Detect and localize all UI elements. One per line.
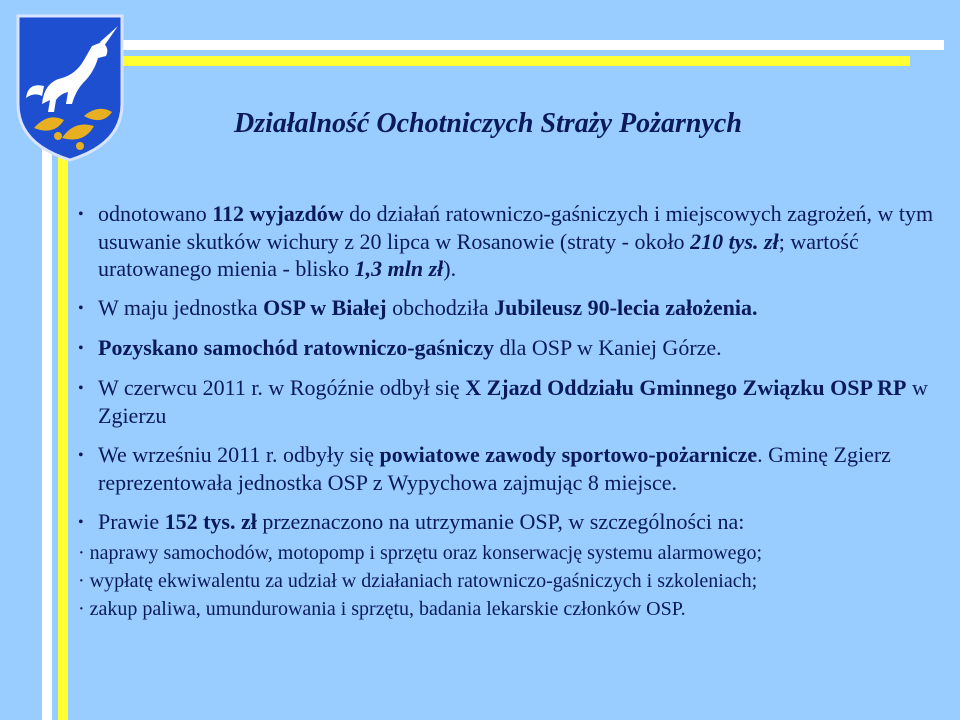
sub-item-repairs: · naprawy samochodów, motopomp i sprzętu oraz konserwację systemu alarmowego; bbox=[78, 542, 763, 564]
bullet-dot: • bbox=[78, 447, 84, 464]
bullet-dot: • bbox=[78, 514, 84, 531]
sub-bullet-dot: · bbox=[78, 542, 85, 564]
sub-bullet-dot: · bbox=[78, 570, 85, 592]
bullet-dot: • bbox=[78, 380, 84, 397]
slide-title: Działalność Ochotniczych Straży Pożarnych bbox=[234, 108, 742, 139]
sub-bullet-dot: · bbox=[78, 598, 85, 620]
sub-item-allowance: · wypłatę ekwiwalentu za udział w działaniach ratowniczo-gaśniczych i szkoleniach; bbox=[78, 570, 758, 592]
bullet-item-jubilee: • W maju jednostka OSP w Białej obchodziła Jubileusz 90-lecia założenia. bbox=[78, 295, 758, 320]
bullet-dot: • bbox=[78, 206, 84, 223]
left-yellow-stripe bbox=[58, 120, 68, 720]
top-yellow-stripe bbox=[60, 56, 910, 66]
bullet-dot: • bbox=[78, 340, 84, 357]
top-white-stripe bbox=[60, 40, 944, 50]
bullet-item-interventions: • odnotowano 112 wyjazdów do działań ratowniczo-gaśniczych i miejscowych zagrożeń, w tym usuwanie skutków wichury z 20 lipca w Rosanowie (straty - około 210 tys. zł; wartość uratowanego mienia - blisko 1,3 mln zł). bbox=[78, 201, 934, 281]
bullet-dot: • bbox=[78, 300, 84, 317]
bullet-item-competition: • We wrześniu 2011 r. odbyły się powiatowe zawody sportowo-pożarnicze. Gminę Zgierz reprezentowała jednostka OSP z Wypychowa zajmując 8 miejsce. bbox=[78, 442, 891, 495]
bullet-item-congress: • W czerwcu 2011 r. w Rogóźnie odbył się X Zjazd Oddziału Gminnego Związku OSP RP w Zgierzu bbox=[78, 375, 928, 428]
bullet-item-funding: • Prawie 152 tys. zł przeznaczono na utrzymanie OSP, w szczególności na: bbox=[78, 509, 745, 534]
bullet-item-vehicle: • Pozyskano samochód ratowniczo-gaśniczy dla OSP w Kaniej Górze. bbox=[78, 335, 722, 360]
left-white-stripe bbox=[42, 120, 52, 720]
sub-item-supplies: · zakup paliwa, umundurowania i sprzętu, badania lekarskie członków OSP. bbox=[78, 598, 686, 620]
bullet-list bbox=[78, 200, 948, 624]
unicorn-crest-icon bbox=[14, 12, 126, 162]
